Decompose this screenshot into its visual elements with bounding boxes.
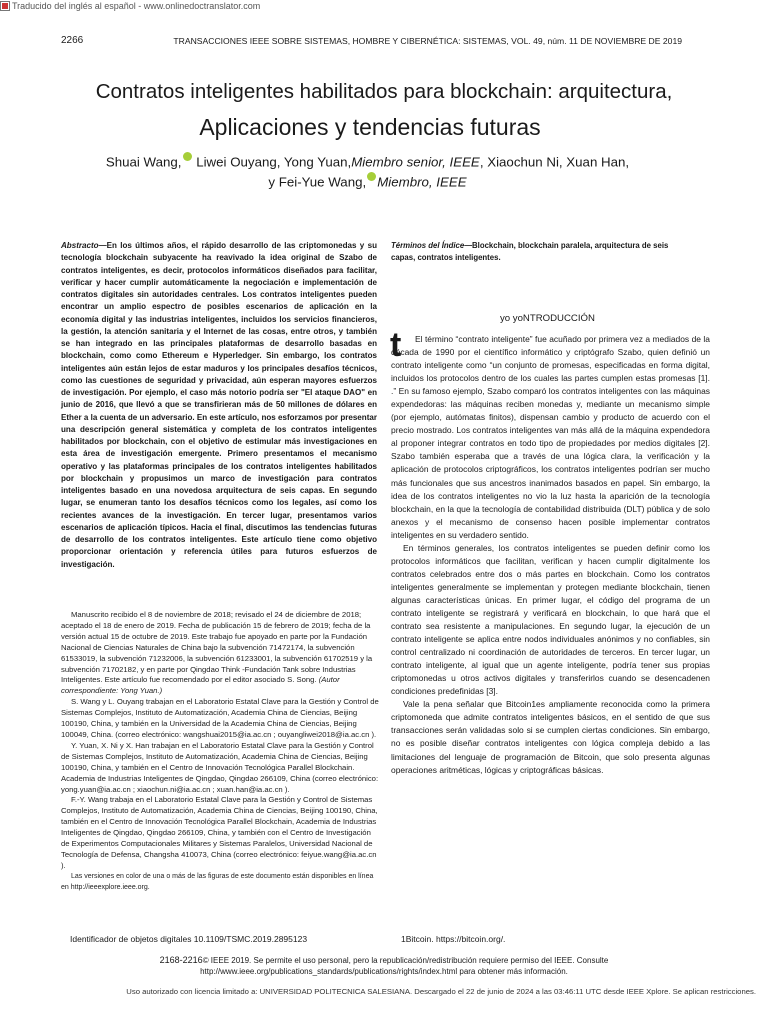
translator-text[interactable]: Traducido del inglés al español - www.onlinedoctranslator.com xyxy=(12,1,261,11)
doi-identifier: Identificador de objetos digitales 10.1109/TSMC.2019.2895123 xyxy=(70,934,308,944)
rights-url[interactable]: http://www.ieee.org/publications_standards/publications/rights/index.html para obtener más información. xyxy=(200,967,568,976)
copyright-notice xyxy=(0,955,768,977)
paper-title-line1: Contratos inteligentes habilitados para blockchain: arquitectura, xyxy=(95,80,673,103)
running-head: TRANSACCIONES IEEE SOBRE SISTEMAS, HOMBRE Y CIBERNÉTICA: SISTEMAS, VOL. 49, núm. 11 DE NOVIEMBRE DE 2019 xyxy=(173,36,682,46)
copyright-text: © IEEE 2019. Se permite el uso personal, pero la republicación/redistribución requiere permiso del IEEE. Consulte xyxy=(202,956,609,965)
author-names: Liwei Ouyang, Yong Yuan, xyxy=(192,154,352,170)
translator-banner[interactable] xyxy=(0,0,400,12)
body-paragraph: Vale la pena señalar que Bitcoin1es ampliamente reconocida como la primera criptomoneda que admite contratos inteligentes básicos, en el sentido de que sus transacciones serán validadas solo si se cumplen ciertas condiciones. Sin embargo, no es posible diseñar contratos inteligentes con lógica compleja debido a las limitaciones del lenguaje de programación de Bitcoin, que solo presenta algunas operaciones aritméticas, lógicas y criptográficas básicas. xyxy=(391,699,710,775)
authors-line2 xyxy=(0,172,735,189)
orcid-icon[interactable] xyxy=(367,172,376,181)
issn: 2168-2216 xyxy=(159,955,203,965)
index-terms xyxy=(391,240,691,264)
abstract xyxy=(61,240,377,571)
orcid-icon[interactable] xyxy=(183,152,192,161)
body-paragraph: El término “contrato inteligente” fue acuñado por primera vez a mediados de la década de 1990 por el científico informático y criptógrafo Szabo, quien definió un contrato inteligente como “un conjunto de promesas, especificadas en forma digital, incluidos los protocolos dentro de los cuales las partes cumplen estas promesas [1]. .” En su famoso ejemplo, Szabo comparó los contratos inteligentes con las máquinas expendedoras: las máquinas reciben monedas y, mediante un mecanismo simple (por ejemplo, autómatas finitos), dispensan cambio y producto de acuerdo con el precio mostrado. Los contratos inteligentes van más allá de la máquina expendedora al proponer integrar contratos en todo tipo de propiedades por medios digitales [2]. Szabo también esperaba que a través de una lógica clara, la verificación y la aplicación de protocolos criptográficos, los contratos inteligentes podrían ser mucho más funcionales que sus ancestros inanimados basados en papel. Sin embargo, la idea de los contratos inteligentes no vio la luz hasta la aparición de la tecnología blockchain, en la que la tecnología de contabilidad distribuida (DLT) pública y de solo anexos y el mecanismo de consenso hacen posible implementar contratos inteligentes en su verdadero sentido. xyxy=(391,334,710,540)
author-names: , Xiaochun Ni, Xuan Han, xyxy=(479,154,630,170)
index-terms-text: —Blockchain, blockchain paralela, arquitectura de seis capas, contratos inteligentes. xyxy=(391,241,669,262)
author-membership: Miembro senior, IEEE xyxy=(351,154,480,170)
author-membership: Miembro, IEEE xyxy=(377,174,467,190)
footnote-affiliation: F.-Y. Wang trabaja en el Laboratorio Estatal Clave para la Gestión y Control de Sistemas Complejos, Instituto de Automatización, Academia China de Ciencias, Beijing 100190, China, también en el Centro de Innovación Tecnológica Parallel Blockchain, Academia de Industrias Inteligentes de Qingdao, Qingdao 266109, China, y también con el Centro de Investigación de Experimentos Computacionales Militares y Sistemas Paralelos, Universidad Nacional de Tecnología de Defensa, Changsha 410073, China (correo electrónico: feiyue.wang@ia.ac.cn ). xyxy=(61,795,378,870)
bitcoin-footnote: 1Bitcoin. https://bitcoin.org/. xyxy=(401,934,506,944)
footnote-color-figures: Las versiones en color de una o más de las figuras de este documento están disponibles en línea en http://ieeexplore.ieee.org. xyxy=(61,872,374,891)
abstract-text: —En los últimos años, el rápido desarrollo de las criptomonedas y su tecnología blockchain subyacente ha reavivado la idea original de Szabo de contratos inteligentes, es decir, protocolos informáticos diseñados para facilitar, verificar y hacer cumplir automáticamente la negociación e implementación de contratos digitales sin autoridades centrales. Los contratos inteligentes pueden encontrar un amplio espectro de posibles escenarios de aplicación en la economía digital y las industrias inteligentes, incluidos los servicios financieros, la gestión, la atención sanitaria y el Internet de las cosas, entre otros, y también se han integrado en las principales plataformas de desarrollo basadas en blockchain, como como Ethereum e Hyperledger. Sin embargo, los contratos inteligentes aún están lejos de estar maduros y los principales desafíos técnicos, como las cuestiones de seguridad y privacidad, aún esperan mayores esfuerzos de investigación. Por ejemplo, el caso más notorio podría ser "El ataque DAO" en junio de 2016, que llevó a que se transfirieran más de 50 millones de dólares en Ether a la cuenta de un adversario. En este artículo, nos esforzamos por presentar una descripción general sistemática y completa de los contratos inteligentes habilitados por blockchain, con el objetivo de estimular más investigaciones en esta área de investigación emergente. Primero presentamos el mecanismo operativo y las plataformas principales de los contratos inteligentes habilitados por blockchain y propusimos un marco de investigación para contratos inteligentes basado en una novedosa arquitectura de seis capas. En segundo lugar, se enumeran tanto los desafíos técnicos como los legales, así como los recientes avances de la investigación. En tercer lugar, presentamos varios escenarios de aplicación típicos. Hacia el final, discutimos las tendencias futuras de desarrollo de los contratos inteligentes. Este artículo tiene como objetivo proporcionar orientación y referencia útiles para futuros esfuerzos de investigación. xyxy=(61,241,377,569)
author-name: y Fei-Yue Wang, xyxy=(268,174,367,190)
paper-title-line2: Aplicaciones y tendencias futuras xyxy=(199,114,541,140)
index-terms-label: Términos del Índice xyxy=(391,241,465,250)
first-page-footnotes xyxy=(61,610,379,894)
section-heading: yo yoNTRODUCCIÓN xyxy=(500,313,595,324)
author-name: Shuai Wang, xyxy=(105,154,182,170)
footnote-affiliation: S. Wang y L. Ouyang trabajan en el Laboratorio Estatal Clave para la Gestión y Control de Sistemas Complejos, Instituto de Automatización, Academia China de Ciencias, Beijing 100190, China, y también en la Universidad de la Academia China de Ciencias, Beijing 100049, China. (correo electrónico: wangshuai2015@ia.ac.cn ; ouyangliwei2018@ia.ac.cn ). xyxy=(61,697,379,739)
license-usage-line: Uso autorizado con licencia limitado a: UNIVERSIDAD POLITECNICA SALESIANA. Descargado el 22 de junio de 2024 a las 03:46:11 UTC desde IEEE Xplore. Se aplican restricciones. xyxy=(126,987,756,996)
translate-icon xyxy=(0,1,10,11)
body-text xyxy=(391,333,710,777)
body-paragraph: En términos generales, los contratos inteligentes se pueden definir como los protocolos informáticos que facilitan, verifican y hacen cumplir digitalmente los contratos celebrados entre dos o más partes en blockchain. Como los contratos inteligentes generalmente se implementan y protegen mediante blockchain, tienen algunas características únicas. En primer lugar, el código del programa de un contrato inteligente se registrará y verificará en blockchain, lo que hará que el contrato sea resistente a manipulaciones. En segundo lugar, la ejecución de un contrato inteligente se aplica entre nodos individuales anónimos y no confiables, sin control centralizado ni coordinación de autoridades de terceros. En tercer lugar, un contrato inteligente, al igual que un agente inteligente, podría tener sus propias criptomonedas u otros activos digitales y transferirlos cuando se desencadenen condiciones predefinidas [3]. xyxy=(391,542,710,697)
drop-cap: t xyxy=(390,326,402,364)
footnote-received: Manuscrito recibido el 8 de noviembre de 2018; revisado el 24 de diciembre de 2018; aceptado el 18 de enero de 2019. Fecha de publicación 15 de febrero de 2019; fecha de la versión actual 15 de octubre de 2019. Este trabajo fue apoyado en parte por la Fundación Nacional de Ciencias Naturales de China bajo la subvención 71472174, la subvención 61533019, la subvención 71232006, la subvención 61233001, la subvención 61702519 y la subvención 71702182, y en parte por Qingdao Think -Fundación Tank sobre Industrias Inteligentes. Este artículo fue recomendado por el editor asociado S. Song. (Autor correspondiente: Yong Yuan.) xyxy=(61,610,373,696)
page-number: 2266 xyxy=(61,35,84,46)
authors-line1 xyxy=(0,152,735,169)
abstract-label: Abstracto xyxy=(61,241,99,250)
footnote-affiliation: Y. Yuan, X. Ni y X. Han trabajan en el Laboratorio Estatal Clave para la Gestión y Control de Sistemas Complejos, Instituto de Automatización, Academia China de Ciencias, Beijing 100190, China, y también en el Centro de Innovación Tecnológica Parallel Blockchain. Academia de Industrias Inteligentes de Qingdao, Qingdao 266109, China (correo electrónico: yong.yuan@ia.ac.cn ; xiaochun.ni@ia.ac.cn ; xuan.han@ia.ac.cn ). xyxy=(61,740,379,794)
